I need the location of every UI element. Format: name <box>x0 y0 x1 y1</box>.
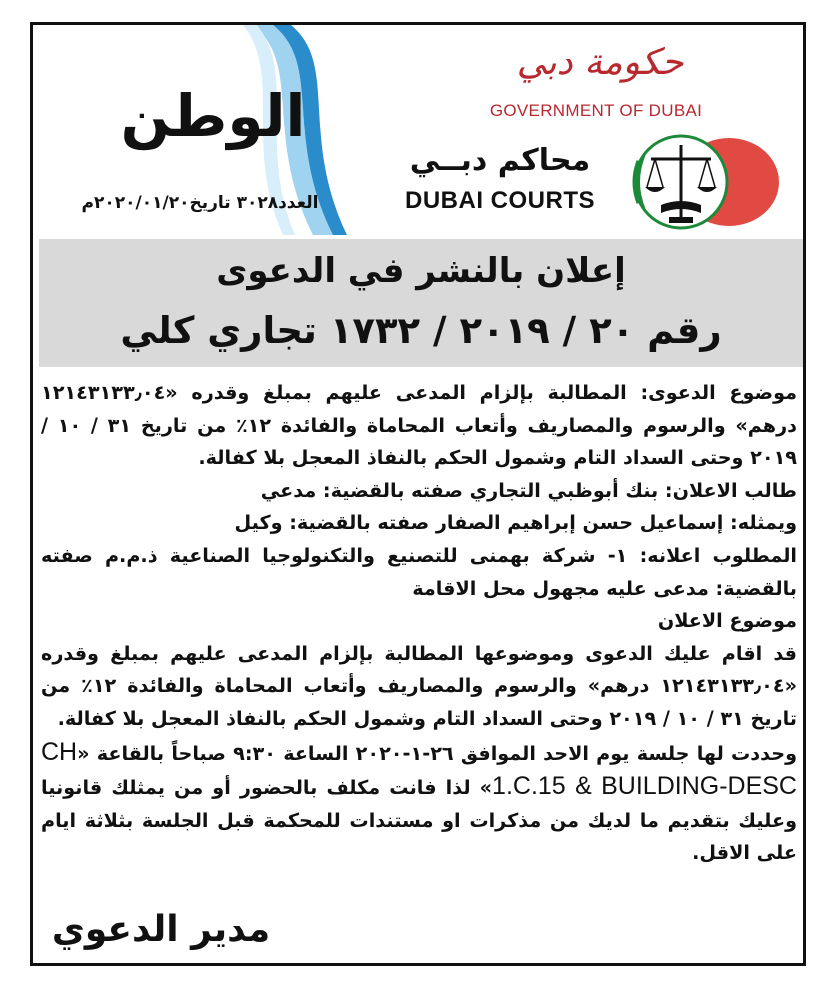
government-name-arabic: حكومة دبي <box>516 42 684 83</box>
hearing-text-after: » لذا فانت مكلف بالحضور أو من يمثلك قانونيا وعليك بتقديم ما لديك من مذكرات او مستندات للمحكمة قبل الجلسة بثلاثة ايام على الاقل. <box>41 776 797 865</box>
title-band <box>39 239 803 367</box>
announcement-body <box>41 377 797 870</box>
announcement-frame <box>30 22 806 966</box>
newspaper-logo: الوطن <box>120 82 306 150</box>
courts-name-english: DUBAI COURTS <box>405 187 595 214</box>
dubai-courts-emblem-icon <box>611 131 781 233</box>
case-subject: موضوع الدعوى: المطالبة بإلزام المدعى عليهم بمبلغ وقدره «١٢١٤٣١٣٣٫٠٤ درهم» والرسوم والمصاريف وأتعاب المحاماة والفائدة ١٢٪ من تاريخ ٣١ / ١٠ / ٢٠١٩ وحتى السداد التام وشمول الحكم بالنفاذ المعجل بلا كفالة. <box>41 381 797 470</box>
announcement-title: إعلان بالنشر في الدعوى <box>216 251 626 291</box>
case-number: رقم ٢٠ / ٢٠١٩ / ١٧٣٢ تجاري كلي <box>120 309 722 352</box>
representative-line: ويمثله: إسماعيل حسن إبراهيم الصفار صفته بالقضية: وكيل <box>234 511 797 535</box>
government-name-english: GOVERNMENT OF DUBAI <box>489 101 703 120</box>
notice-subject-heading: موضوع الاعلان <box>657 609 797 633</box>
defendant-line: المطلوب اعلانه: ١- شركة بهمنى للتصنيع والتكنولوجيا الصناعية ذ.م.م صفته بالقضية: مدعى عليه مجهول محل الاقامة <box>41 543 797 600</box>
hearing-details <box>41 736 797 870</box>
header <box>33 25 803 239</box>
issue-line: العدد٣٠٢٨ تاريخ٢٠٢٠/٠١/٢٠م <box>81 193 319 213</box>
courts-name-arabic: محاكم دبــي <box>409 143 591 178</box>
plaintiff-line: طالب الاعلان: بنك أبوظبي التجاري صفته بالقضية: مدعي <box>260 478 797 502</box>
hearing-hall: CH 1.C.15 & BUILDING-DESC <box>41 737 797 801</box>
signature: مدير الدعوي <box>51 909 271 950</box>
hearing-text-before: وحددت لها جلسة يوم الاحد الموافق ٢٦-١-٢٠٢٠ الساعة ٩:٣٠ صباحاً بالقاعة « <box>77 741 797 765</box>
notice-subject: قد اقام عليك الدعوى وموضوعها المطالبة بإلزام المدعى عليهم بمبلغ وقدره «١٢١٤٣١٣٣٫٠٤ درهم» والرسوم والمصاريف وأتعاب المحاماة والفائدة ١٢٪ من تاريخ ٣١ / ١٠ / ٢٠١٩ وحتى السداد التام وشمول الحكم بالنفاذ المعجل بلا كفالة. <box>41 641 797 730</box>
